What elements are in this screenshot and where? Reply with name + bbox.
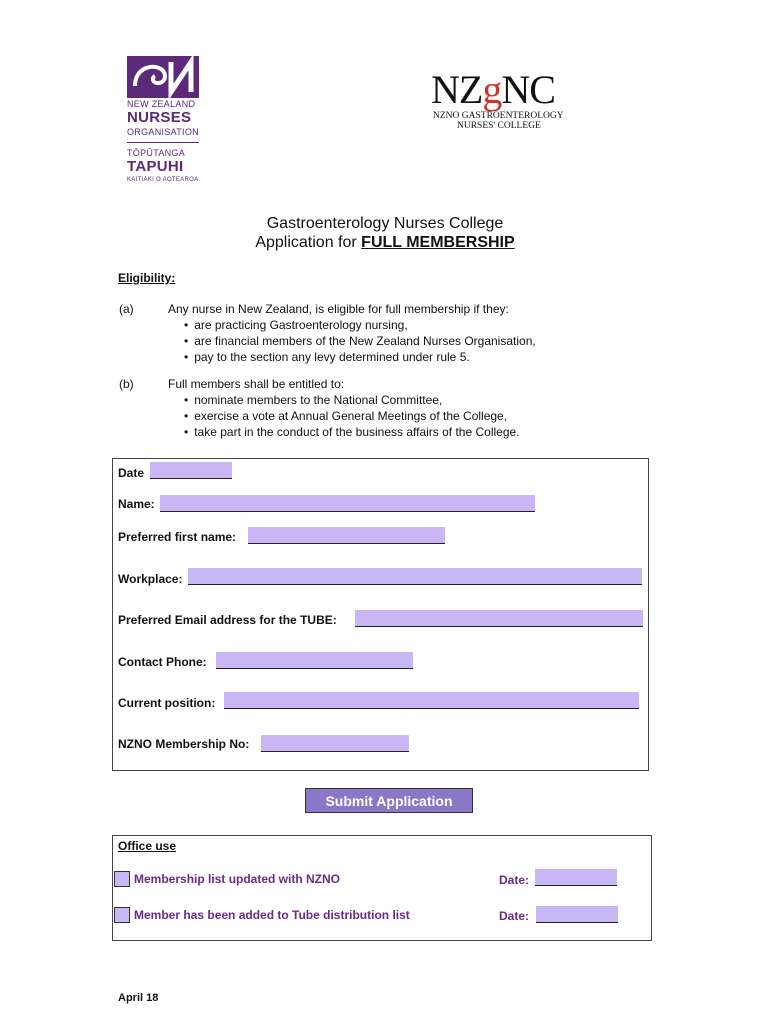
phone-label: Contact Phone: <box>118 655 207 669</box>
office-date-field-1[interactable] <box>535 869 617 886</box>
page-title: Gastroenterology Nurses College <box>266 215 504 232</box>
footer-date: April 18 <box>118 992 159 1004</box>
nzgnc-sub-2: NURSES' COLLEGE <box>457 121 541 131</box>
subtitle-prefix: Application for <box>255 234 362 251</box>
email-label: Preferred Email address for the TUBE: <box>118 613 337 627</box>
email-field[interactable] <box>355 610 643 627</box>
name-label: Name: <box>118 497 155 511</box>
nzgnc-mark-g: g <box>482 67 502 112</box>
nzno-text-2: NURSES <box>127 109 192 126</box>
nzno-text-5: TAPUHI <box>127 158 184 175</box>
office-date-field-2[interactable] <box>536 906 618 923</box>
office-use-panel <box>112 835 652 941</box>
list-item: • take part in the conduct of the business affairs of the College. <box>184 424 520 440</box>
preferred-first-name-field[interactable] <box>248 527 445 544</box>
nzno-updated-checkbox[interactable] <box>114 871 130 887</box>
nzno-text-4: TŌPŪTANGA <box>127 148 186 158</box>
phone-field[interactable] <box>216 652 413 669</box>
clause-a-text: Any nurse in New Zealand, is eligible for full membership if they: <box>168 302 509 316</box>
office-date-label-2: Date: <box>499 909 530 923</box>
list-item: • are financial members of the New Zealand Nurses Organisation, <box>184 333 536 349</box>
date-label: Date <box>118 466 145 480</box>
list-item: • nominate members to the National Committee, <box>184 392 520 408</box>
preferred-first-name-label: Preferred first name: <box>118 530 237 544</box>
nzgnc-mark-left: NZ <box>431 67 483 112</box>
position-field[interactable] <box>224 692 639 709</box>
subtitle-emphasis: FULL MEMBERSHIP <box>361 234 515 251</box>
nzno-updated-label: Membership list updated with NZNO <box>134 872 341 886</box>
nzno-text-1: NEW ZEALAND <box>127 99 196 109</box>
submit-application-button[interactable]: Submit Application <box>305 788 473 813</box>
clause-a-list <box>184 317 536 365</box>
nzgnc-mark-right: NC <box>501 67 555 112</box>
page-subtitle <box>0 233 770 253</box>
list-item: • are practicing Gastroenterology nursing, <box>184 317 536 333</box>
tube-list-label: Member has been added to Tube distribution list <box>134 908 410 922</box>
tube-list-checkbox[interactable] <box>114 907 130 923</box>
nzgnc-logo <box>431 67 555 112</box>
workplace-field[interactable] <box>188 568 642 585</box>
clause-b-label: (b) <box>119 377 134 391</box>
membership-no-field[interactable] <box>261 735 409 752</box>
position-label: Current position: <box>118 696 216 710</box>
name-field[interactable] <box>160 495 535 512</box>
clause-a-label: (a) <box>119 302 134 316</box>
nzgnc-sub-1: NZNO GASTROENTEROLOGY <box>433 111 564 121</box>
nzno-text-3: ORGANISATION <box>127 127 199 137</box>
office-use-heading: Office use <box>118 839 177 853</box>
nzno-divider <box>127 142 199 143</box>
workplace-label: Workplace: <box>118 572 183 586</box>
koru-icon <box>127 56 199 98</box>
membership-no-label: NZNO Membership No: <box>118 737 250 751</box>
date-field[interactable] <box>150 462 232 479</box>
office-date-label-1: Date: <box>499 873 530 887</box>
eligibility-heading: Eligibility: <box>118 271 176 285</box>
nzno-text-6: KAITIAKI O AOTEAROA <box>127 177 199 183</box>
nzno-logo-mark <box>127 56 199 98</box>
clause-b-list <box>184 392 520 440</box>
list-item: • pay to the section any levy determined under rule 5. <box>184 349 536 365</box>
clause-b-text: Full members shall be entitled to: <box>168 377 345 391</box>
list-item: • exercise a vote at Annual General Meetings of the College, <box>184 408 520 424</box>
